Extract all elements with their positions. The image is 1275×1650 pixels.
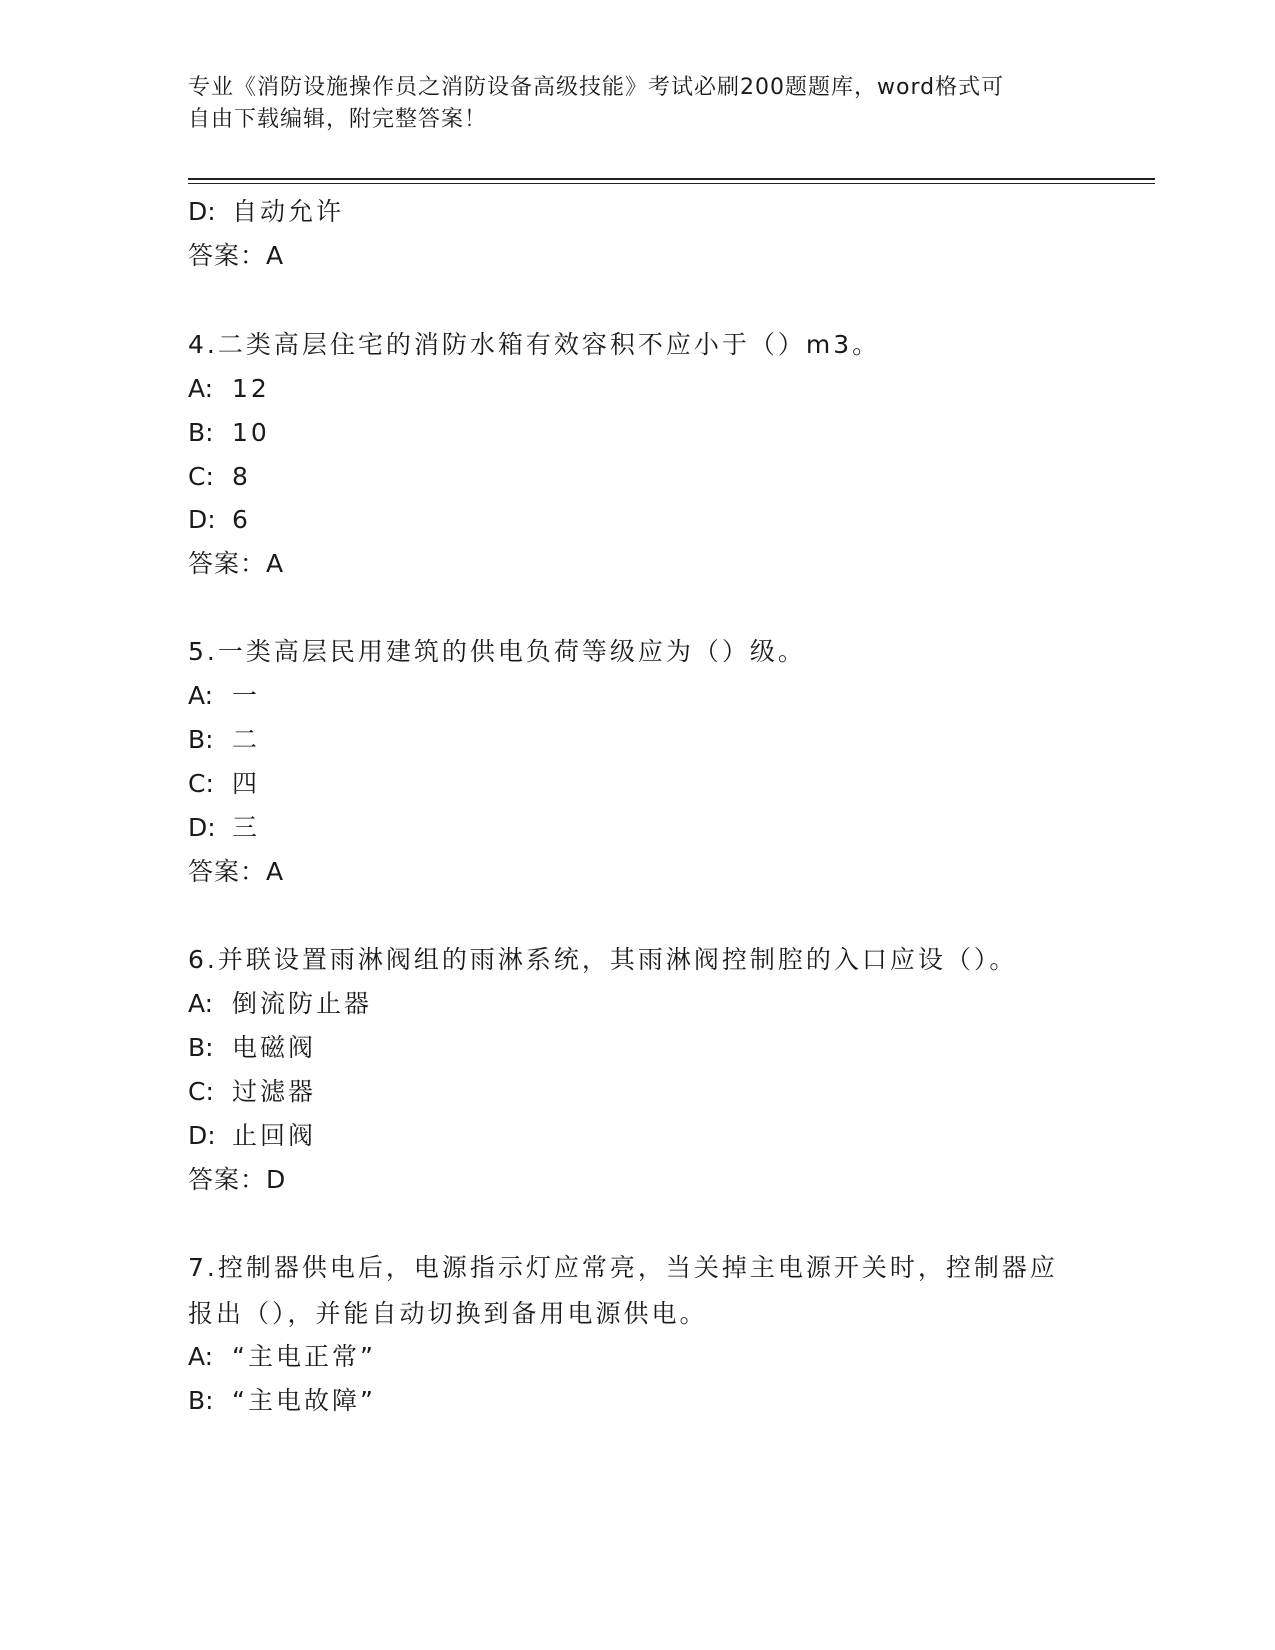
q5-option-a bbox=[188, 681, 260, 711]
q5-option-b bbox=[188, 725, 260, 755]
q6-option-b bbox=[188, 1033, 316, 1063]
option-text: 一 bbox=[232, 681, 261, 710]
q6-stem: 6.并联设置雨淋阀组的雨淋系统，其雨淋阀控制腔的入口应设（）。 bbox=[188, 945, 1018, 974]
q6-option-a bbox=[188, 989, 372, 1019]
option-letter: B: bbox=[188, 725, 214, 754]
option-letter: D: bbox=[188, 505, 216, 534]
option-letter: D: bbox=[188, 1121, 216, 1150]
option-text: 三 bbox=[232, 813, 261, 842]
option-letter: B: bbox=[188, 1033, 214, 1062]
header-line-2: 自由下载编辑，附完整答案！ bbox=[188, 107, 488, 132]
option-text: 6 bbox=[232, 505, 251, 534]
q5-option-d bbox=[188, 813, 260, 843]
option-text: 倒流防止器 bbox=[232, 989, 373, 1018]
document-header bbox=[188, 72, 1068, 136]
option-letter: D: bbox=[188, 813, 216, 842]
q4-stem: 4.二类高层住宅的消防水箱有效容积不应小于（）m3。 bbox=[188, 330, 881, 359]
option-letter: C: bbox=[188, 769, 214, 798]
option-text: 二 bbox=[232, 725, 261, 754]
option-letter: A: bbox=[188, 1342, 214, 1371]
q6-answer: 答案：D bbox=[188, 1165, 287, 1194]
option-text: 10 bbox=[232, 418, 270, 447]
option-letter: A: bbox=[188, 989, 214, 1018]
header-divider-thin bbox=[188, 183, 1155, 184]
q3-option-d bbox=[188, 197, 344, 227]
q4-option-d bbox=[188, 505, 251, 535]
q5-option-c bbox=[188, 769, 260, 799]
q7-option-a bbox=[188, 1342, 376, 1372]
q6-option-d bbox=[188, 1121, 316, 1151]
q3-answer: 答案：A bbox=[188, 241, 285, 270]
header-divider-thick bbox=[188, 178, 1155, 180]
q7-stem: 7.控制器供电后，电源指示灯应常亮，当关掉主电源开关时，控制器应报出（），并能自动切换到备用电源供电。 bbox=[188, 1253, 1058, 1328]
option-letter: D: bbox=[188, 197, 216, 226]
q4-option-b bbox=[188, 418, 270, 448]
option-letter: A: bbox=[188, 374, 214, 403]
option-text: 自动允许 bbox=[232, 197, 345, 226]
q7-option-b bbox=[188, 1386, 376, 1416]
option-letter: B: bbox=[188, 1386, 214, 1415]
q4-answer: 答案：A bbox=[188, 549, 285, 578]
header-line-1: 专业《消防设施操作员之消防设备高级技能》考试必刷200题题库，word格式可 bbox=[188, 75, 1005, 100]
option-letter: C: bbox=[188, 1077, 214, 1106]
option-letter: B: bbox=[188, 418, 214, 447]
option-text: 8 bbox=[232, 462, 251, 491]
option-letter: C: bbox=[188, 462, 214, 491]
option-text: 止回阀 bbox=[232, 1121, 317, 1150]
option-text: 过滤器 bbox=[232, 1077, 317, 1106]
q6-option-c bbox=[188, 1077, 316, 1107]
option-letter: A: bbox=[188, 681, 214, 710]
option-text: “主电故障” bbox=[232, 1386, 376, 1415]
option-text: 12 bbox=[232, 374, 270, 403]
q5-answer: 答案：A bbox=[188, 857, 285, 886]
q4-option-c bbox=[188, 462, 251, 492]
q4-option-a bbox=[188, 374, 270, 404]
option-text: 四 bbox=[232, 769, 261, 798]
option-text: “主电正常” bbox=[232, 1342, 376, 1371]
option-text: 电磁阀 bbox=[232, 1033, 317, 1062]
q5-stem: 5.一类高层民用建筑的供电负荷等级应为（）级。 bbox=[188, 637, 806, 666]
